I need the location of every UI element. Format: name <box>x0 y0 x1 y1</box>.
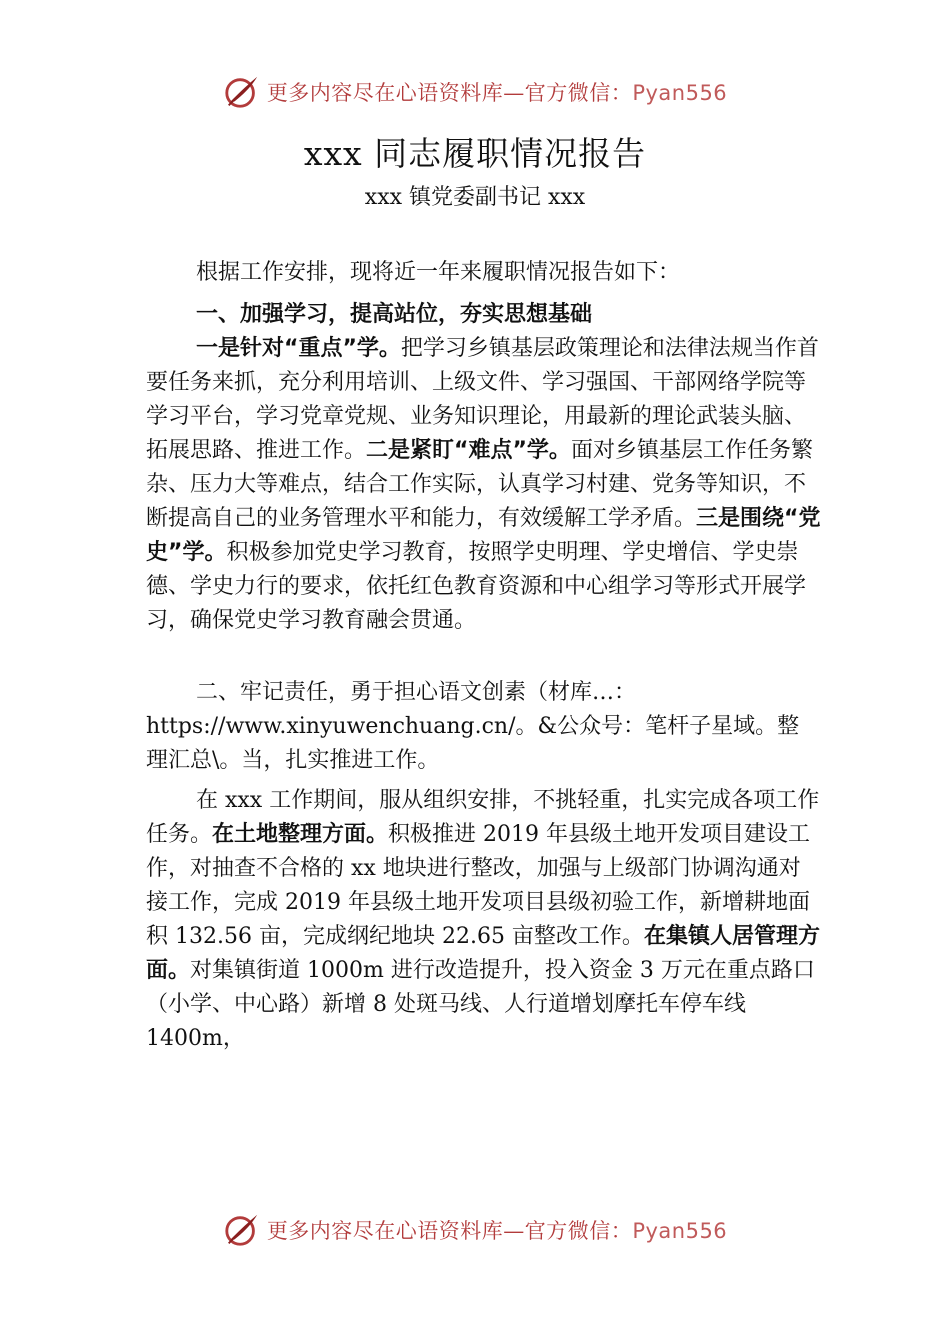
section2-text1: 在 xxx 工作期间，服从组织安排，不挑轻重，扎实完成各项工作任务。 <box>146 788 820 847</box>
point2-label: 二是紧盯“难点”学。 <box>366 438 571 463</box>
banner-text: 更多内容尽在心语资料库—官方微信：Pyan556 <box>266 81 728 105</box>
wechat-id: Pyan556 <box>632 81 728 105</box>
section2-text2: 积极推进 2019 年县级土地开发项目建设工作，对抽查不合格的 xx 地块进行整改，加强与上级部门协调沟通对接工作，完成 2019 年县级土地开发项目县级初验工作，新增耕地面积 132.56 亩，完成纲纪地块 22.65 亩整改工作。 <box>146 822 811 949</box>
document-subtitle: xxx 镇党委副书记 xxx <box>364 185 586 210</box>
banner-text: 更多内容尽在心语资料库—官方微信：Pyan556 <box>266 1219 728 1243</box>
section2-heading: 二、牢记责任，勇于担心语文创素（材库…：https://www.xinyuwenchuang.cn/。&公众号：笔杆子星域。整理汇总\。当，扎实推进工作。 <box>146 680 800 773</box>
point2-text: 面对乡镇基层工作任务繁杂、压力大等难点，结合工作实际，认真学习村建、党务等知识，不断提高自己的业务管理水平和能力，有效缓解工学矛盾。 <box>146 438 813 531</box>
land-label: 在土地整理方面。 <box>212 822 389 847</box>
point3-label: 三是围绕“党史”学。 <box>146 506 821 565</box>
point1-label: 一是针对“重点”学。 <box>196 336 401 361</box>
quill-logo-icon <box>223 73 261 111</box>
header-banner <box>0 72 950 112</box>
town-label: 在集镇人居管理方面。 <box>146 924 820 983</box>
quill-logo-icon <box>223 1211 261 1249</box>
point1-text: 把学习乡镇基层政策理论和法律法规当作首要任务来抓，充分利用培训、上级文件、学习强国、干部网络学院等学习平台，学习党章党规、业务知识理论，用最新的理论武装头脑、拓展思路、推进工作。 <box>146 336 819 463</box>
footer-banner <box>0 1210 950 1250</box>
section1-heading: 一、加强学习，提高站位，夯实思想基础 <box>196 302 593 327</box>
section2-body <box>146 784 821 1056</box>
point3-text: 积极参加党史学习教育，按照学史明理、学史增信、学史崇德、学史力行的要求，依托红色教育资源和中心组学习等形式开展学习，确保党史学习教育融会贯通。 <box>146 540 807 633</box>
section2-text3: 对集镇街道 1000m 进行改造提升，投入资金 3 万元在重点路口（小学、中心路）新增 8 处斑马线、人行道增划摩托车停车线 1400m， <box>146 958 815 1051</box>
intro-paragraph: 根据工作安排，现将近一年来履职情况报告如下： <box>196 260 681 285</box>
wechat-id: Pyan556 <box>632 1219 728 1243</box>
section1-body <box>146 332 821 638</box>
document-title: xxx 同志履职情况报告 <box>303 134 647 173</box>
